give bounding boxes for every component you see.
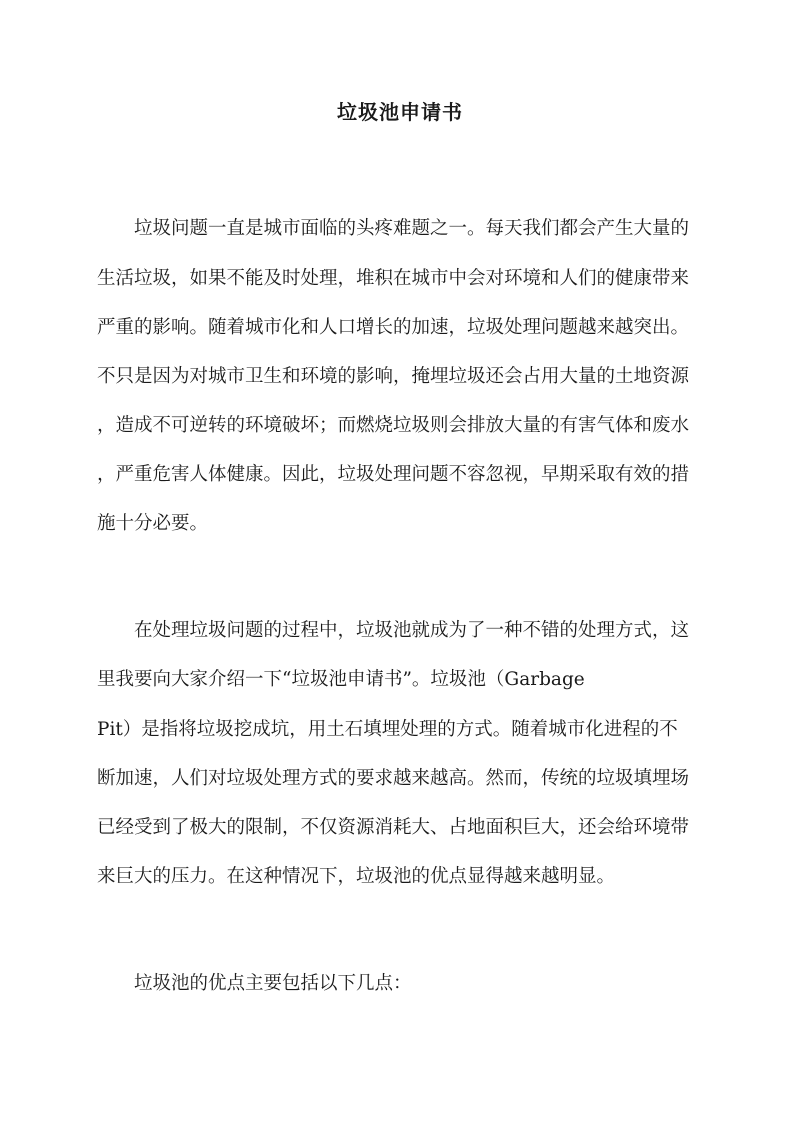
paragraph-1-line-6: ，严重危害人体健康。因此，垃圾处理问题不容忽视，早期采取有效的措: [97, 464, 690, 485]
paragraph-1-line-3: 严重的影响。随着城市化和人口增长的加速，垃圾处理问题越来越突出。: [97, 317, 690, 338]
paragraph-2-line-1: 在处理垃圾问题的过程中，垃圾池就成为了一种不错的处理方式，这: [134, 620, 690, 641]
paragraph-1-line-4: 不只是因为对城市卫生和环境的影响，掩埋垃圾还会占用大量的土地资源: [97, 366, 690, 387]
paragraph-2-line-3: Pit）是指将垃圾挖成坑，用土石填埋处理的方式。随着城市化进程的不: [97, 719, 678, 740]
paragraph-2-line-2: 里我要向大家介绍一下“垃圾池申请书”。垃圾池（Garbage: [97, 669, 585, 690]
paragraph-3-line-1: 垃圾池的优点主要包括以下几点：: [134, 973, 412, 994]
paragraph-2-line-6: 来巨大的压力。在这种情况下，垃圾池的优点显得越来越明显。: [97, 866, 616, 887]
paragraph-1-line-5: ，造成不可逆转的环境破坏；而燃烧垃圾则会排放大量的有害气体和废水: [97, 415, 690, 436]
document-title: 垃圾池申请书: [337, 100, 463, 124]
paragraph-1-line-7: 施十分必要。: [97, 513, 209, 534]
paragraph-2-line-5: 已经受到了极大的限制，不仅资源消耗大、占地面积巨大，还会给环境带: [97, 817, 690, 838]
paragraph-2-line-4: 断加速，人们对垃圾处理方式的要求越来越高。然而，传统的垃圾填埋场: [97, 768, 690, 789]
paragraph-1-line-2: 生活垃圾，如果不能及时处理，堆积在城市中会对环境和人们的健康带来: [97, 268, 690, 289]
paragraph-1-line-1: 垃圾问题一直是城市面临的头疼难题之一。每天我们都会产生大量的: [134, 218, 690, 239]
